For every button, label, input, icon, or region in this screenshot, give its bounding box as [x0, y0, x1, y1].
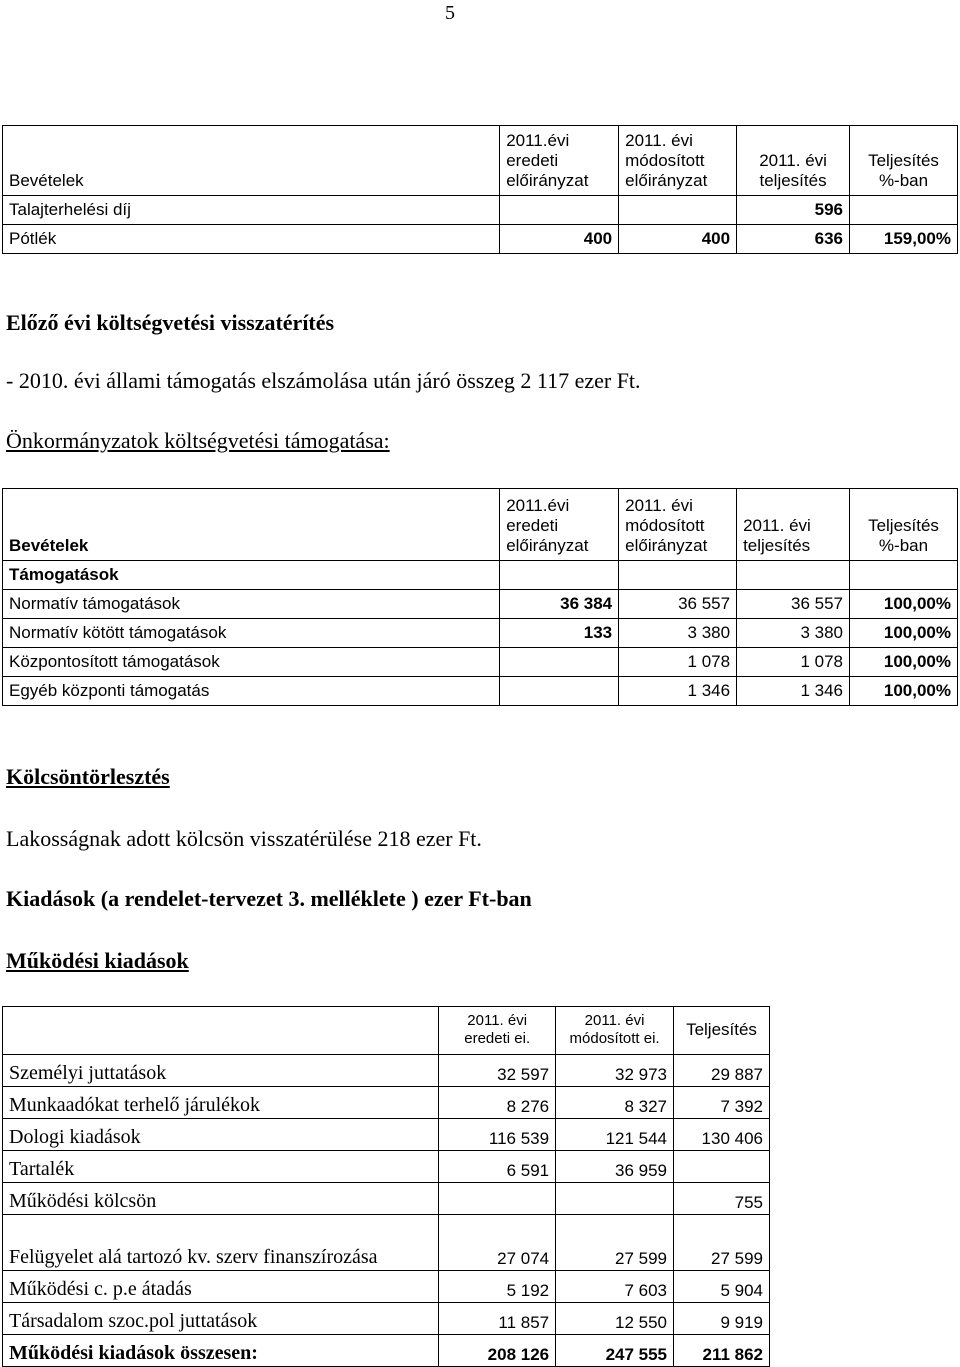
cell-actual: 29 887: [674, 1055, 770, 1087]
cell-modified: [619, 196, 737, 225]
row-label: Talajterhelési díj: [3, 196, 500, 225]
cell-modified: 1 346: [619, 677, 737, 706]
header-original: 2011.évi eredeti előirányzat: [500, 489, 619, 561]
table-row: [3, 677, 958, 706]
row-label: Tartalék: [3, 1151, 439, 1183]
heading-previous-year-refund: Előző évi költségvetési visszatérítés: [6, 310, 335, 335]
cell-original: 116 539: [439, 1119, 556, 1151]
table-row: [3, 225, 958, 254]
cell-actual: 596: [737, 196, 850, 225]
heading-municipal-support: Önkormányzatok költségvetési támogatása:: [6, 428, 390, 453]
header-percent: Teljesítés %-ban: [850, 126, 958, 196]
total-modified: 247 555: [556, 1335, 674, 1367]
cell-actual: 130 406: [674, 1119, 770, 1151]
heading-expenditures: Kiadások (a rendelet-tervezet 3. melléklete ) ezer Ft-ban: [6, 886, 532, 911]
cell-actual: 5 904: [674, 1271, 770, 1303]
header-original: 2011.évi eredeti előirányzat: [500, 126, 619, 196]
group-label: Támogatások: [3, 561, 500, 590]
table-row: [3, 1119, 770, 1151]
cell-original: [500, 648, 619, 677]
empty-cell: [850, 561, 958, 590]
cell-modified: 3 380: [619, 619, 737, 648]
table-total-row: [3, 1335, 770, 1367]
refund-line: - 2010. évi állami támogatás elszámolása után járó összeg 2 117 ezer Ft.: [6, 368, 641, 393]
header-modified: 2011. évi módosított előirányzat: [619, 489, 737, 561]
row-label: Dologi kiadások: [3, 1119, 439, 1151]
row-label: Egyéb központi támogatás: [3, 677, 500, 706]
row-label: Társadalom szoc.pol juttatások: [3, 1303, 439, 1335]
cell-actual: 1 078: [737, 648, 850, 677]
table-row: [3, 1183, 770, 1215]
row-label: Központosított támogatások: [3, 648, 500, 677]
row-label: Működési c. p.e átadás: [3, 1271, 439, 1303]
empty-cell: [500, 561, 619, 590]
row-label: Felügyelet alá tartozó kv. szerv finanszírozása: [3, 1215, 439, 1271]
table-row: [3, 590, 958, 619]
heading-loan-repayment: Kölcsöntörlesztés: [6, 764, 170, 789]
header-actual: 2011. évi teljesítés: [737, 126, 850, 196]
cell-original: [439, 1183, 556, 1215]
row-label: Normatív kötött támogatások: [3, 619, 500, 648]
table-header-row: [3, 489, 958, 561]
row-label: Működési kölcsön: [3, 1183, 439, 1215]
operating-expenses-table: [2, 1006, 770, 1367]
table-header-row: [3, 126, 958, 196]
loan-repayment-line: Lakosságnak adott kölcsön visszatérülése 218 ezer Ft.: [6, 826, 482, 851]
cell-actual: 755: [674, 1183, 770, 1215]
total-label: Működési kiadások összesen:: [3, 1335, 439, 1367]
cell-original: 11 857: [439, 1303, 556, 1335]
cell-actual: 7 392: [674, 1087, 770, 1119]
header-revenues: Bevételek: [3, 489, 500, 561]
row-label: Pótlék: [3, 225, 500, 254]
cell-modified: [556, 1183, 674, 1215]
cell-original: 27 074: [439, 1215, 556, 1271]
cell-modified: 12 550: [556, 1303, 674, 1335]
cell-actual: 636: [737, 225, 850, 254]
row-label: Munkaadókat terhelő járulékok: [3, 1087, 439, 1119]
header-modified: 2011. évi módosított ei.: [556, 1007, 674, 1055]
cell-original: [500, 677, 619, 706]
cell-original: 36 384: [500, 590, 619, 619]
row-label: Normatív támogatások: [3, 590, 500, 619]
heading-operating-expenses: Működési kiadások: [6, 948, 189, 973]
header-actual: Teljesítés: [674, 1007, 770, 1055]
cell-actual: 27 599: [674, 1215, 770, 1271]
table-row: [3, 1055, 770, 1087]
cell-percent: 100,00%: [850, 619, 958, 648]
cell-percent: 100,00%: [850, 648, 958, 677]
header-actual: 2011. évi teljesítés: [737, 489, 850, 561]
cell-modified: 8 327: [556, 1087, 674, 1119]
header-blank: [3, 1007, 439, 1055]
row-label: Személyi juttatások: [3, 1055, 439, 1087]
header-revenues: Bevételek: [3, 126, 500, 196]
table-row: [3, 648, 958, 677]
cell-actual: 36 557: [737, 590, 850, 619]
header-percent: Teljesítés %-ban: [850, 489, 958, 561]
table-row: [3, 619, 958, 648]
cell-modified: 36 557: [619, 590, 737, 619]
empty-cell: [619, 561, 737, 590]
cell-actual: 1 346: [737, 677, 850, 706]
cell-original: 400: [500, 225, 619, 254]
revenue-table-fees: [2, 125, 958, 254]
table-row: [3, 1303, 770, 1335]
table-header-row: [3, 1007, 770, 1055]
cell-percent: [850, 196, 958, 225]
table-row: [3, 196, 958, 225]
cell-modified: 121 544: [556, 1119, 674, 1151]
header-modified: 2011. évi módosított előirányzat: [619, 126, 737, 196]
empty-cell: [737, 561, 850, 590]
cell-modified: 400: [619, 225, 737, 254]
cell-original: [500, 196, 619, 225]
total-actual: 211 862: [674, 1335, 770, 1367]
cell-original: 5 192: [439, 1271, 556, 1303]
cell-actual: 3 380: [737, 619, 850, 648]
cell-actual: 9 919: [674, 1303, 770, 1335]
header-original: 2011. évi eredeti ei.: [439, 1007, 556, 1055]
page-number: 5: [445, 2, 455, 24]
cell-modified: 27 599: [556, 1215, 674, 1271]
table-row: [3, 1215, 770, 1271]
table-group-row: [3, 561, 958, 590]
cell-actual: [674, 1151, 770, 1183]
cell-original: 6 591: [439, 1151, 556, 1183]
cell-modified: 32 973: [556, 1055, 674, 1087]
table-row: [3, 1151, 770, 1183]
cell-original: 32 597: [439, 1055, 556, 1087]
cell-percent: 100,00%: [850, 590, 958, 619]
table-row: [3, 1087, 770, 1119]
cell-percent: 100,00%: [850, 677, 958, 706]
cell-modified: 1 078: [619, 648, 737, 677]
cell-original: 133: [500, 619, 619, 648]
cell-modified: 36 959: [556, 1151, 674, 1183]
cell-percent: 159,00%: [850, 225, 958, 254]
total-original: 208 126: [439, 1335, 556, 1367]
revenue-table-support: [2, 488, 958, 706]
cell-modified: 7 603: [556, 1271, 674, 1303]
table-row: [3, 1271, 770, 1303]
cell-original: 8 276: [439, 1087, 556, 1119]
